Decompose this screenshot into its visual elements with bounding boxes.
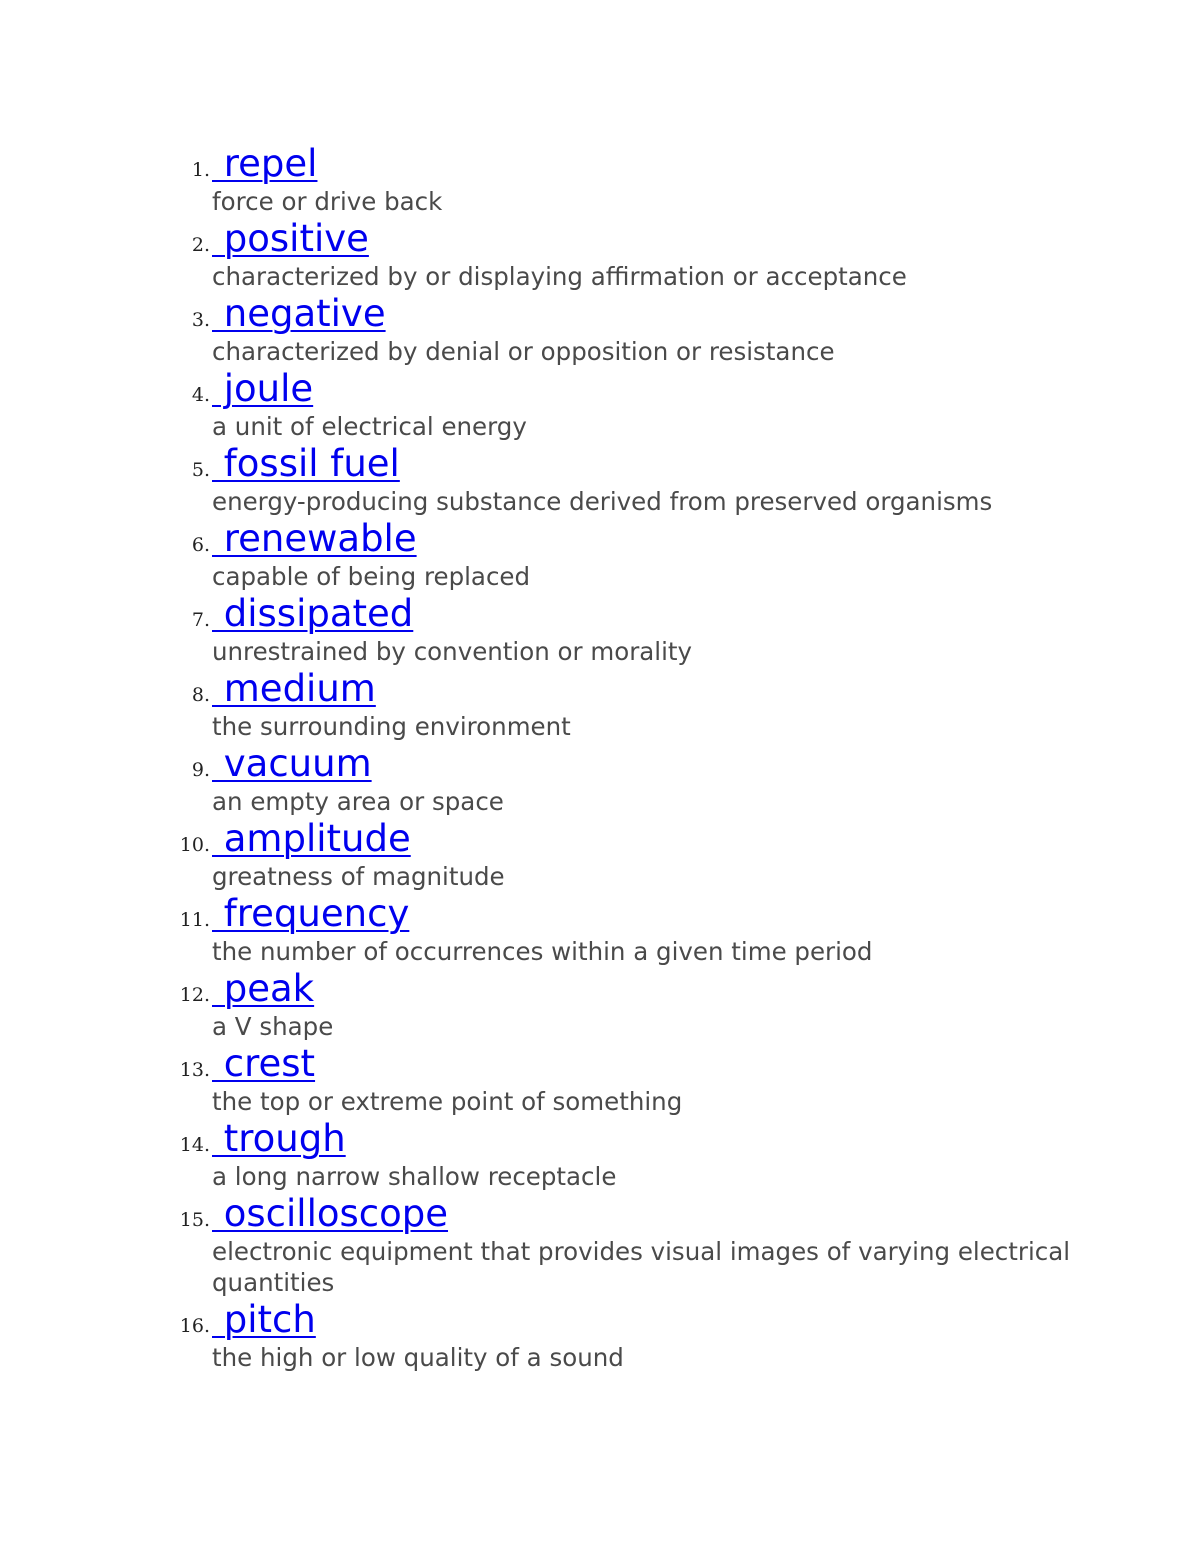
term-link-fossil-fuel[interactable]: fossil fuel bbox=[212, 442, 400, 485]
list-item bbox=[0, 892, 1200, 967]
term-link-joule[interactable]: joule bbox=[212, 367, 314, 410]
vocabulary-list bbox=[0, 142, 1200, 1373]
entry-number: 9. bbox=[191, 759, 210, 781]
term-definition: energy-producing substance derived from preserved organisms bbox=[212, 487, 993, 516]
term-link-repel[interactable]: repel bbox=[212, 142, 318, 185]
entry-number: 10. bbox=[179, 834, 210, 856]
term-link-vacuum[interactable]: vacuum bbox=[212, 742, 372, 785]
list-item bbox=[0, 142, 1200, 217]
list-item bbox=[0, 667, 1200, 742]
entry-number: 11. bbox=[179, 909, 210, 931]
term-link-negative[interactable]: negative bbox=[212, 292, 386, 335]
list-item bbox=[0, 967, 1200, 1042]
list-item bbox=[0, 367, 1200, 442]
term-definition: an empty area or space bbox=[212, 787, 504, 816]
term-definition: force or drive back bbox=[212, 187, 443, 216]
list-item bbox=[0, 1042, 1200, 1117]
term-definition: a unit of electrical energy bbox=[212, 412, 527, 441]
list-item bbox=[0, 1192, 1200, 1298]
term-definition: the high or low quality of a sound bbox=[212, 1343, 624, 1372]
entry-number: 7. bbox=[191, 609, 210, 631]
term-definition: capable of being replaced bbox=[212, 562, 531, 591]
entry-number: 13. bbox=[179, 1059, 210, 1081]
term-link-renewable[interactable]: renewable bbox=[212, 517, 417, 560]
entry-number: 3. bbox=[191, 309, 210, 331]
term-definition: a long narrow shallow receptacle bbox=[212, 1162, 617, 1191]
term-definition: unrestrained by convention or morality bbox=[212, 637, 693, 666]
term-definition: electronic equipment that provides visual images of varying electrical quantities bbox=[212, 1237, 1071, 1297]
list-item bbox=[0, 292, 1200, 367]
entry-number: 8. bbox=[191, 684, 210, 706]
entry-number: 14. bbox=[179, 1134, 210, 1156]
term-link-pitch[interactable]: pitch bbox=[212, 1298, 316, 1341]
term-definition: characterized by or displaying affirmation or acceptance bbox=[212, 262, 907, 291]
entry-number: 16. bbox=[179, 1315, 210, 1337]
term-link-amplitude[interactable]: amplitude bbox=[212, 817, 411, 860]
term-link-peak[interactable]: peak bbox=[212, 967, 315, 1010]
term-link-frequency[interactable]: frequency bbox=[212, 892, 410, 935]
entry-number: 6. bbox=[191, 534, 210, 556]
entry-number: 5. bbox=[191, 459, 210, 481]
term-definition: a V shape bbox=[212, 1012, 334, 1041]
entry-number: 4. bbox=[191, 384, 210, 406]
term-definition: the top or extreme point of something bbox=[212, 1087, 683, 1116]
entry-number: 12. bbox=[179, 984, 210, 1006]
term-definition: characterized by denial or opposition or resistance bbox=[212, 337, 835, 366]
entry-number: 1. bbox=[191, 159, 210, 181]
list-item bbox=[0, 742, 1200, 817]
entry-number: 15. bbox=[179, 1209, 210, 1231]
list-item bbox=[0, 517, 1200, 592]
list-item bbox=[0, 1298, 1200, 1373]
entry-number: 2. bbox=[191, 234, 210, 256]
term-link-medium[interactable]: medium bbox=[212, 667, 376, 710]
term-link-positive[interactable]: positive bbox=[212, 217, 369, 260]
term-definition: greatness of magnitude bbox=[212, 862, 505, 891]
term-link-dissipated[interactable]: dissipated bbox=[212, 592, 414, 635]
term-link-oscilloscope[interactable]: oscilloscope bbox=[212, 1192, 449, 1235]
list-item bbox=[0, 217, 1200, 292]
list-item bbox=[0, 592, 1200, 667]
list-item bbox=[0, 442, 1200, 517]
list-item bbox=[0, 1117, 1200, 1192]
term-link-trough[interactable]: trough bbox=[212, 1117, 346, 1160]
list-item bbox=[0, 817, 1200, 892]
term-definition: the number of occurrences within a given time period bbox=[212, 937, 873, 966]
term-definition: the surrounding environment bbox=[212, 712, 571, 741]
term-link-crest[interactable]: crest bbox=[212, 1042, 316, 1085]
